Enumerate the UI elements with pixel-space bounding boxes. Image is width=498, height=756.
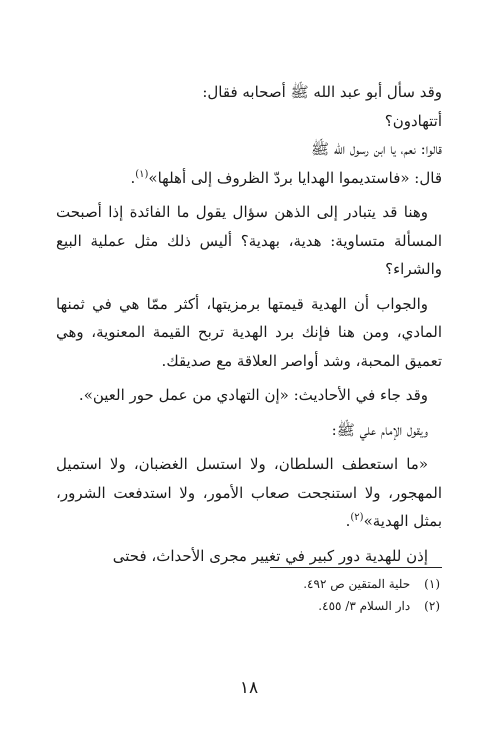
paragraph: ويقول الإمام علي ﷺ: bbox=[331, 420, 428, 439]
quote-paragraph: «ما استعطف السلطان، ولا استسل الغضبان، ولا استميل المهجور، ولا استنجحت صعاب الأمور، ولا استدفعت الشرور، بمثل الهدية»$^{(٢)}$. bbox=[56, 455, 442, 530]
paragraph: وقد سأل أبو عبد الله ﷺ أصحابه فقال: bbox=[202, 83, 442, 101]
footnote-number: (١) bbox=[424, 577, 440, 591]
footnote-number: (٢) bbox=[424, 599, 440, 613]
footnote-item bbox=[56, 573, 442, 595]
paragraph-text: قال: «فاستديموا الهدايا بردّ الظروف إلى أهلها» bbox=[148, 168, 442, 187]
footnotes bbox=[56, 573, 442, 617]
paragraph: وقد جاء في الأحاديث: «إن التهادي من عمل حور العين». bbox=[78, 386, 428, 404]
paragraph-text: «ما استعطف السلطان، ولا استسل الغضبان، ولا استميل المهجور، ولا استنجحت صعاب الأمور، ولا استدفعت الشرور، بمثل الهدية» bbox=[56, 455, 442, 530]
paragraph: قال: «فاستديموا الهدايا بردّ الظروف إلى أهلها»$^{(١)}$. bbox=[130, 168, 442, 187]
footnote-divider bbox=[270, 567, 442, 568]
paragraph: أتتهادون؟ bbox=[384, 111, 442, 130]
paragraph: والجواب أن الهدية قيمتها برمزيتها، أكثر ممّا هي في ثمنها المادي، ومن هنا فإنك برد الهدية تربح القيمة المعنوية، وهي تعميق المحبة، وشد أواصر العلاقة مع صديقك. bbox=[56, 294, 442, 370]
body-text bbox=[56, 78, 442, 576]
paragraph: وهنا قد يتبادر إلى الذهن سؤال يقول ما الفائدة إذا أصبحت المسألة متساوية: هدية، بهدية؟ أليس ذلك مثل عملية البيع والشراء؟ bbox=[56, 203, 442, 278]
footnote-text: دار السلام ٣/ ٤٥٥. bbox=[318, 599, 411, 613]
footnote-mark: (٢) bbox=[350, 512, 364, 523]
paragraph: قالوا: نعم، يا ابن رسول الله ﷺ bbox=[310, 140, 442, 158]
paragraph: إذن للهدية دور كبير في تغيير مجرى الأحداث، فحتى bbox=[112, 546, 428, 565]
footnote-text: حلية المتقين ص ٤٩٢. bbox=[303, 577, 411, 591]
footnote-mark: (١) bbox=[135, 168, 149, 180]
footnote-item bbox=[56, 595, 442, 617]
page-number: ١٨ bbox=[239, 678, 259, 698]
